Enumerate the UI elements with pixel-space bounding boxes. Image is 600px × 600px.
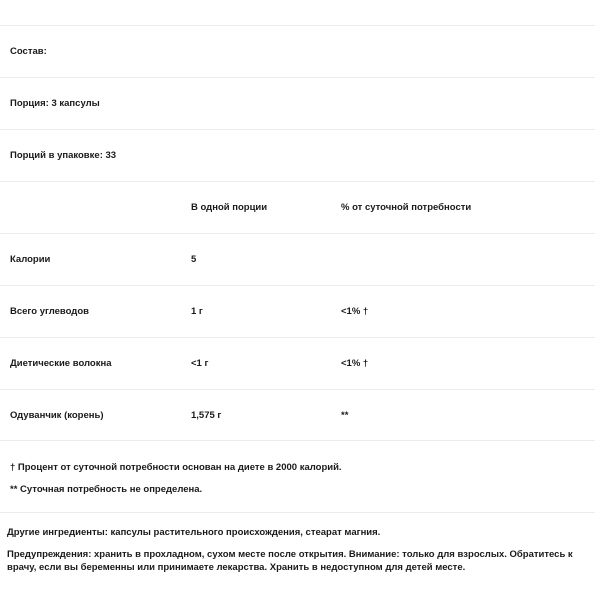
nutrient-name: Калории (10, 254, 51, 265)
warnings: Предупреждения: хранить в прохладном, сухом месте после открытия. Внимание: только для взрослых. Обратитесь к врачу, если вы беременны или принимаете лекарства. Хранить в недоступном для детей месте. (7, 549, 573, 573)
nutrient-name: Диетические волокна (10, 358, 112, 369)
table-row (0, 389, 595, 441)
composition-title: Состав: (10, 46, 47, 57)
nutrient-amount: 1,575 г (191, 410, 222, 421)
not-established-footnote: ** Суточная потребность не определена. (10, 484, 203, 495)
table-row (0, 233, 595, 285)
footnotes (10, 462, 342, 506)
section-divider (0, 512, 595, 513)
table-row (0, 337, 595, 389)
nutrient-daily-value: <1% † (341, 358, 369, 369)
nutrient-name: Всего углеводов (10, 306, 89, 317)
servings-per-container-row (0, 129, 595, 181)
nutrient-amount: <1 г (191, 358, 209, 369)
table-header-row (0, 181, 595, 233)
nutrient-daily-value: <1% † (341, 306, 369, 317)
servings-per-container: Порций в упаковке: 33 (10, 150, 117, 161)
table-row (0, 285, 595, 337)
supplement-facts-table (0, 25, 595, 441)
column-header-daily-value: % от суточной потребности (341, 202, 472, 213)
other-ingredients: Другие ингредиенты: капсулы растительного происхождения, стеарат магния. (7, 527, 381, 538)
column-header-per-serving: В одной порции (191, 202, 268, 213)
nutrient-daily-value: ** (341, 410, 349, 421)
nutrient-name: Одуванчик (корень) (10, 410, 104, 421)
daily-value-footnote: † Процент от суточной потребности основан на диете в 2000 калорий. (10, 462, 342, 473)
serving-size-row (0, 77, 595, 129)
nutrient-amount: 5 (191, 254, 197, 265)
serving-size: Порция: 3 капсулы (10, 98, 100, 109)
nutrient-amount: 1 г (191, 306, 203, 317)
composition-title-row (0, 25, 595, 77)
